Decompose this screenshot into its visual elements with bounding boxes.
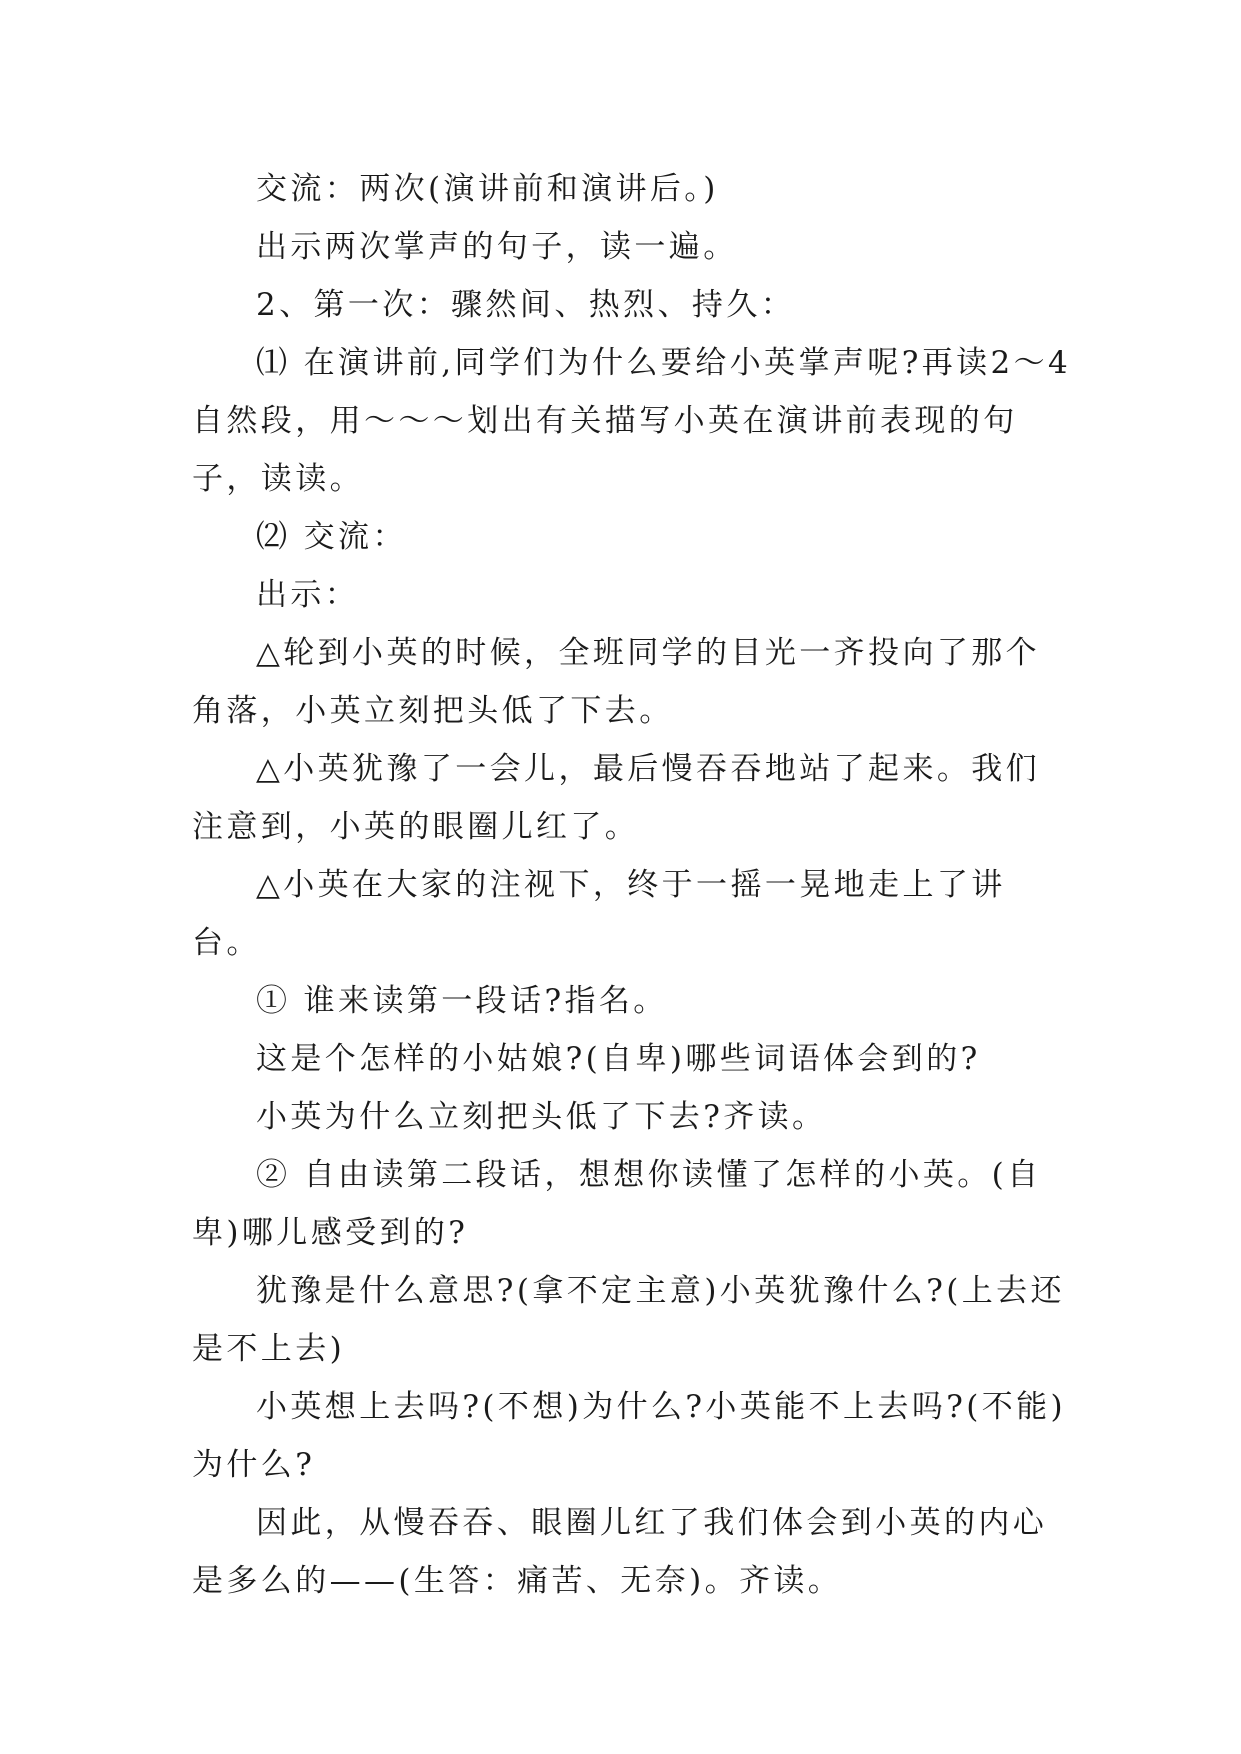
paragraph-why-head-down: 小英为什么立刻把头低了下去?齐读。 — [256, 1099, 827, 1135]
paragraph-quote-1: △轮到小英的时候，全班同学的目光一齐投向了那个角落，小英立刻把头低了下去。 — [192, 635, 1041, 729]
paragraph-conclusion: 因此，从慢吞吞、眼圈儿红了我们体会到小英的内心是多么的——(生答：痛苦、无奈)。齐读。 — [192, 1505, 1048, 1599]
paragraph-step-2: ② 自由读第二段话，想想你读懂了怎样的小英。(自卑)哪儿感受到的? — [192, 1157, 1042, 1251]
paragraph-quote-2: △小英犹豫了一会儿，最后慢吞吞地站了起来。我们注意到，小英的眼圈儿红了。 — [192, 751, 1041, 845]
paragraph-what-girl: 这是个怎样的小姑娘?(自卑)哪些词语体会到的? — [256, 1041, 981, 1077]
paragraph-quote-3: △小英在大家的注视下，终于一摇一晃地走上了讲台。 — [192, 867, 1006, 961]
paragraph-exchange-two-times: 交流：两次(演讲前和演讲后。) — [256, 171, 719, 207]
paragraph-show: 出示： — [256, 577, 360, 613]
paragraph-question-1: ⑴ 在演讲前,同学们为什么要给小英掌声呢?再读2～4自然段，用～～～划出有关描写小英在演讲前表现的句子，读读。 — [192, 345, 1072, 497]
document-body — [192, 160, 1072, 1610]
paragraph-step-1: ① 谁来读第一段话?指名。 — [256, 983, 668, 1019]
paragraph-show-sentences: 出示两次掌声的句子，读一遍。 — [256, 229, 738, 265]
paragraph-want-go-up: 小英想上去吗?(不想)为什么?小英能不上去吗?(不能)为什么? — [192, 1389, 1067, 1483]
paragraph-hesitate-meaning: 犹豫是什么意思?(拿不定主意)小英犹豫什么?(上去还是不上去) — [192, 1273, 1065, 1367]
paragraph-exchange: ⑵ 交流： — [256, 519, 407, 555]
paragraph-first-applause: 2、第一次：骤然间、热烈、持久： — [256, 287, 796, 323]
